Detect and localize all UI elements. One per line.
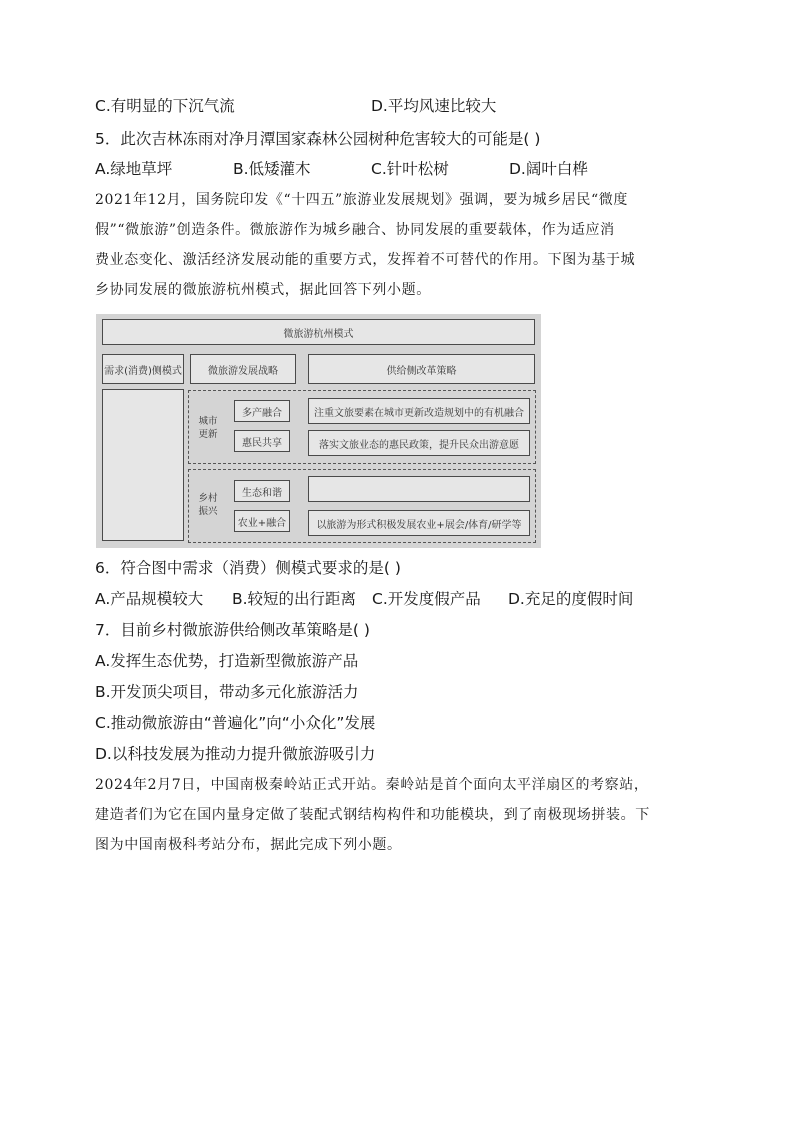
q7-option-d: D.以科技发展为推动力提升微旅游吸引力 <box>95 745 376 763</box>
rural-desc-1-blank <box>308 476 530 502</box>
passage-line: 图为中国南极科考站分布，据此完成下列小题。 <box>95 837 402 853</box>
city-item-multi-industry: 多产融合 <box>234 400 290 422</box>
hangzhou-model-diagram <box>96 314 541 548</box>
passage-micro-tourism <box>95 185 695 305</box>
q4-option-c: C.有明显的下沉气流 <box>95 97 235 115</box>
q6-stem: 6．符合图中需求（消费）侧模式要求的是( ) <box>95 559 401 577</box>
q7-option-b: B.开发顶尖项目，带动多元化旅游活力 <box>95 683 359 701</box>
passage-line: 假”“微旅游”创造条件。微旅游作为城乡融合、协同发展的重要载体，作为适应消 <box>95 222 615 238</box>
city-desc-1: 注重文旅要素在城市更新改造规划中的有机融合 <box>308 398 530 424</box>
q5-option-d: D.阔叶白桦 <box>509 160 588 178</box>
passage-line: 2021年12月，国务院印发《“十四五”旅游业发展规划》强调，要为城乡居民“微度 <box>95 192 628 208</box>
demand-side-box: 需求(消费)侧模式 <box>102 354 184 384</box>
rural-label-1: 乡村 <box>198 493 218 504</box>
rural-revitalization-label <box>194 492 222 518</box>
rural-label-2: 振兴 <box>198 506 218 517</box>
q6-option-c: C.开发度假产品 <box>372 590 481 608</box>
q5-option-a: A.绿地草坪 <box>95 160 173 178</box>
passage-line: 费业态变化、激活经济发展动能的重要方式，发挥着不可替代的作用。下图为基于城 <box>95 252 636 268</box>
supply-side-box: 供给侧改革策略 <box>308 354 535 384</box>
city-desc-2: 落实文旅业态的惠民政策，提升民众出游意愿 <box>308 430 530 456</box>
passage-line: 乡协同发展的微旅游杭州模式，据此回答下列小题。 <box>95 282 431 298</box>
q7-option-c: C.推动微旅游由“普遍化”向“小众化”发展 <box>95 714 376 732</box>
strategy-box: 微旅游发展战略 <box>190 354 296 384</box>
q6-option-a: A.产品规模较大 <box>95 590 204 608</box>
city-label-2: 更新 <box>198 429 218 440</box>
q7-stem: 7．目前乡村微旅游供给侧改革策略是( ) <box>95 621 370 639</box>
passage-line: 2024年2月7日，中国南极秦岭站正式开站。秦岭站是首个面向太平洋扇区的考察站， <box>95 777 649 793</box>
rural-item-agri-fusion: 农业+融合 <box>234 510 290 532</box>
q7-option-a: A.发挥生态优势，打造新型微旅游产品 <box>95 652 359 670</box>
q5-option-c: C.针叶松树 <box>371 160 449 178</box>
q5-option-b: B.低矮灌木 <box>233 160 311 178</box>
q5-stem: 5．此次吉林冻雨对净月潭国家森林公园树种危害较大的可能是( ) <box>95 130 541 148</box>
city-label-1: 城市 <box>198 416 218 427</box>
rural-item-ecology: 生态和谐 <box>234 480 290 502</box>
city-renewal-label <box>194 415 222 441</box>
q4-option-d: D.平均风速比较大 <box>371 97 497 115</box>
demand-side-empty-box <box>102 389 184 541</box>
rural-desc-2: 以旅游为形式积极发展农业+展会/体育/研学等 <box>308 510 530 536</box>
diagram-title: 微旅游杭州模式 <box>102 319 535 345</box>
city-item-benefit-share: 惠民共享 <box>234 430 290 452</box>
passage-antarctic-station <box>95 770 695 860</box>
passage-line: 建造者们为它在国内量身定做了装配式钢结构构件和功能模块，到了南极现场拼装。下 <box>95 807 650 823</box>
q6-option-d: D.充足的度假时间 <box>508 590 634 608</box>
q6-option-b: B.较短的出行距离 <box>232 590 357 608</box>
